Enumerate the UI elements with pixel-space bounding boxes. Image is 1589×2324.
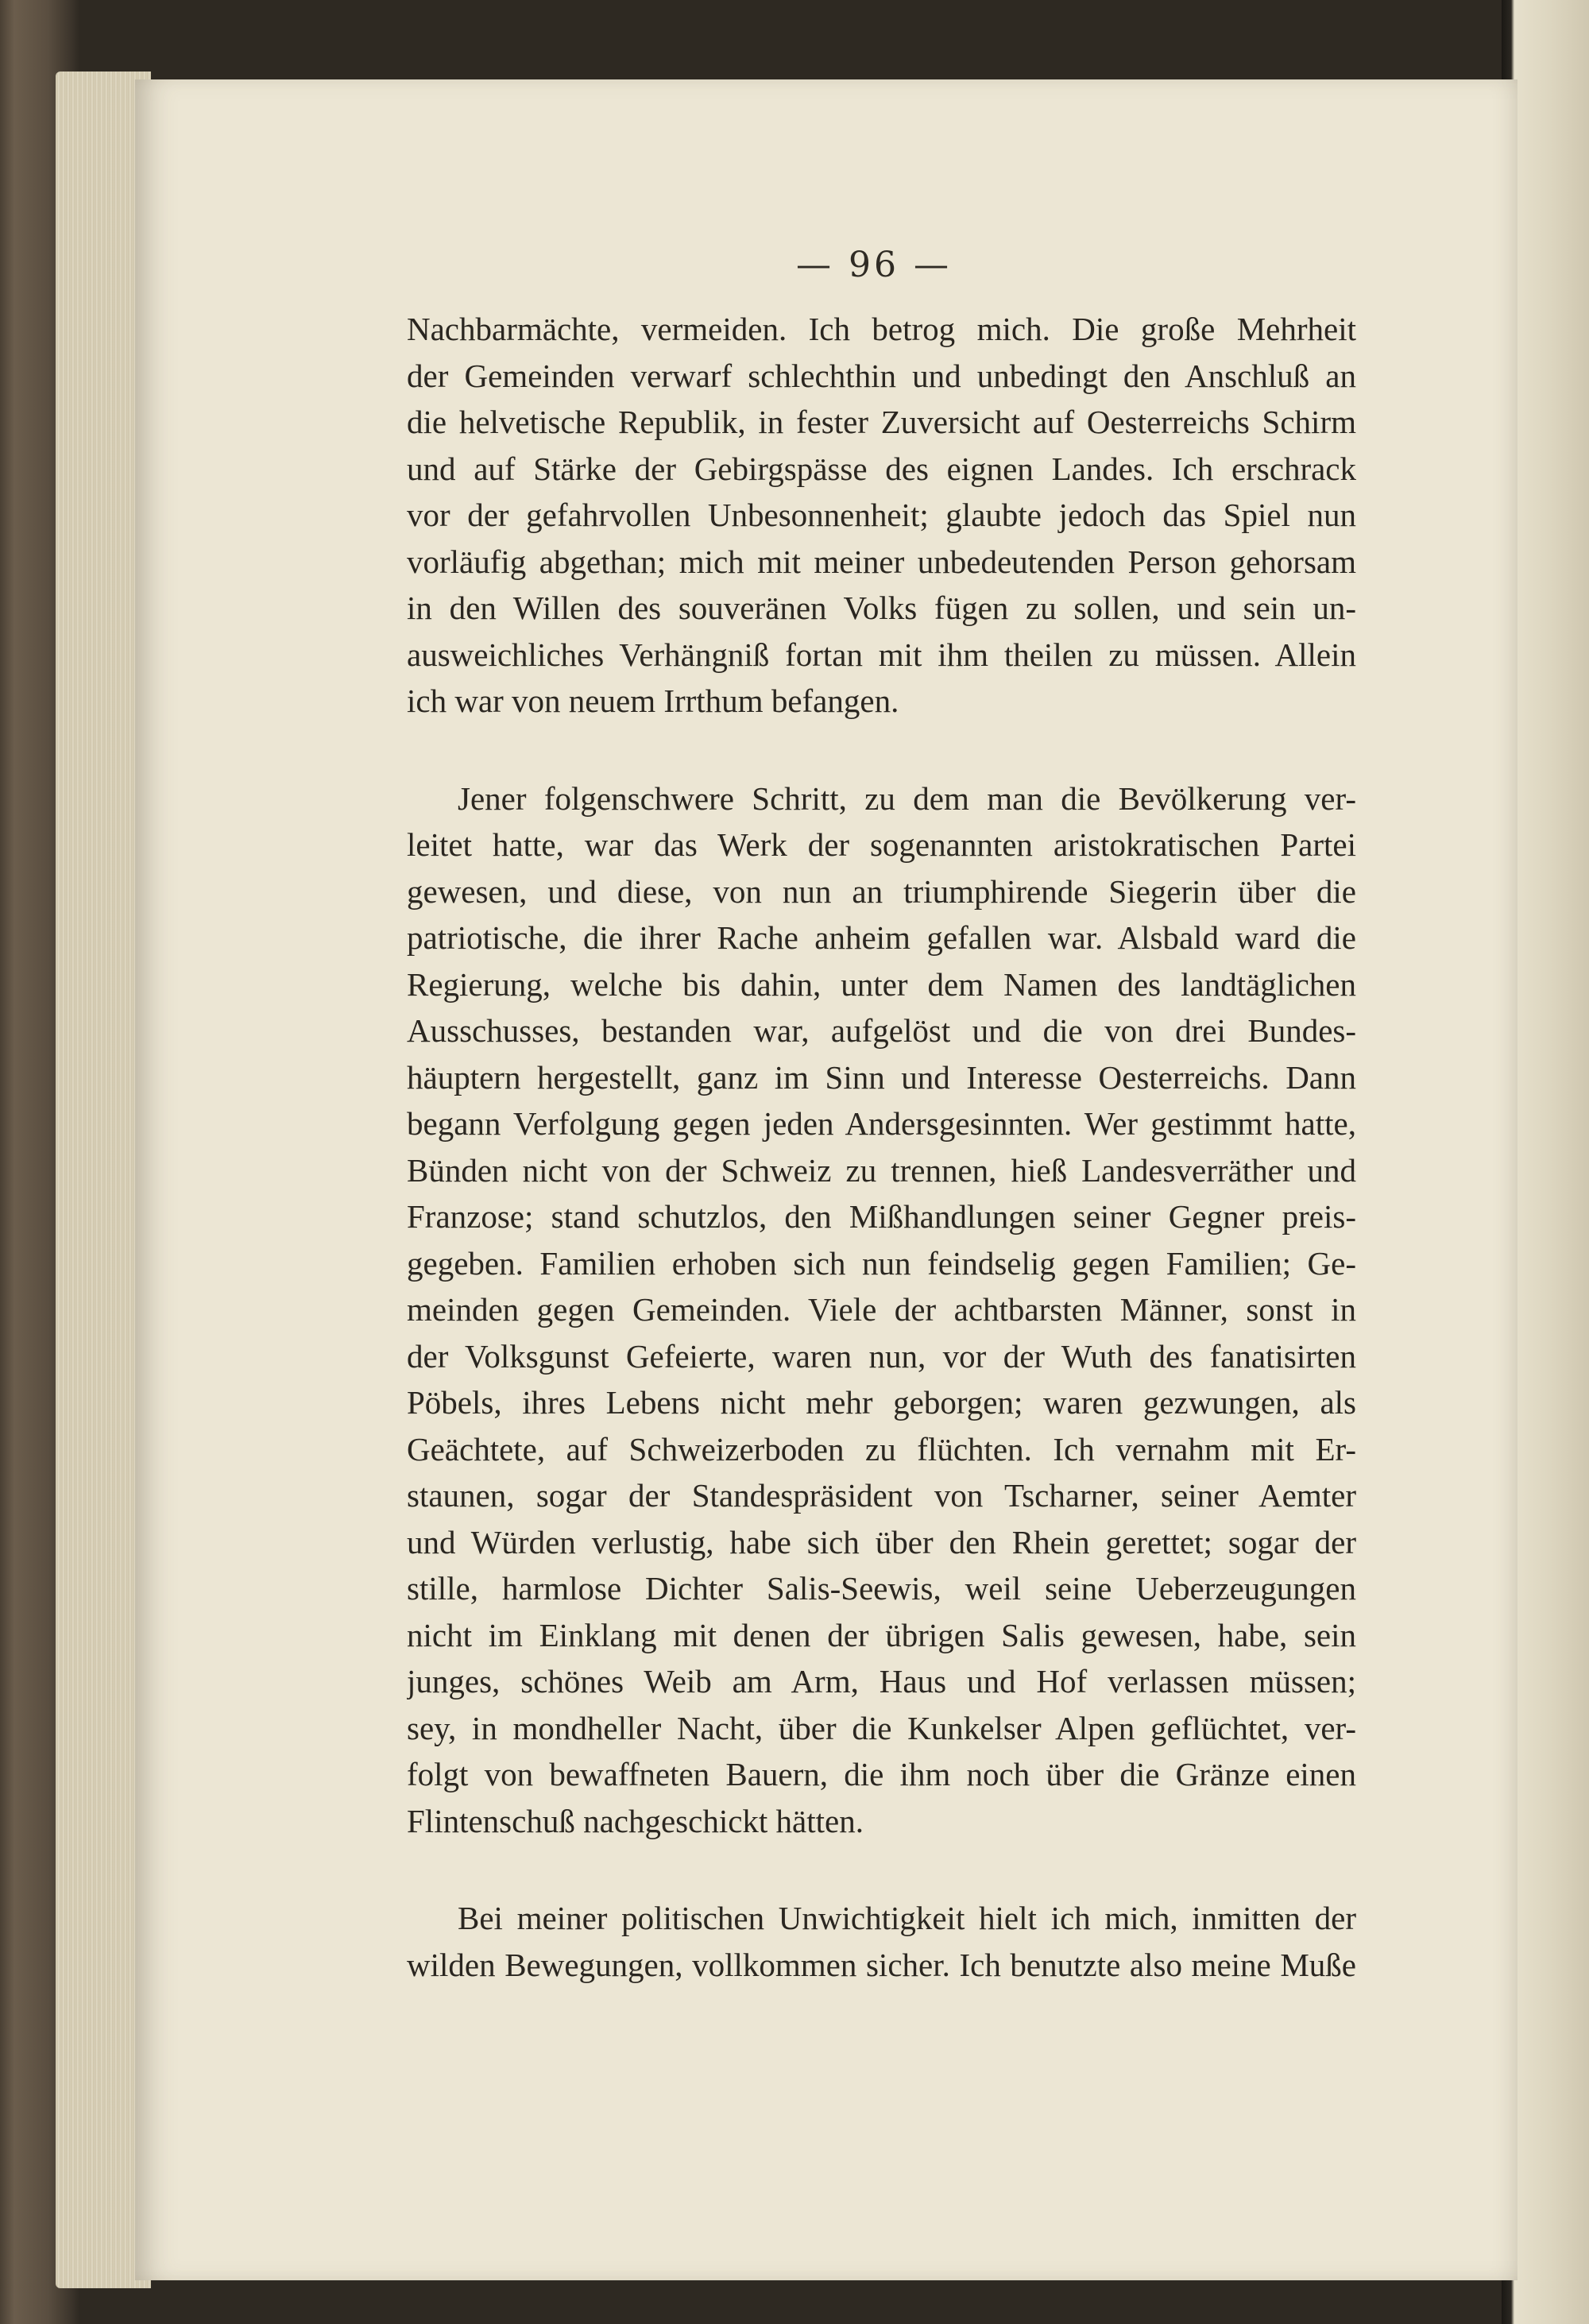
- text-line: wilden Bewegungen, vollkommen sicher. Ich benutzte also meine Muße: [407, 1946, 1356, 1983]
- text-line: ich war von neuem Irrthum befangen.: [407, 683, 899, 719]
- text-line: der Gemeinden verwarf schlechthin und unbedingt den Anschluß an: [407, 357, 1356, 394]
- text-line: Franzose; stand schutzlos, den Mißhandlungen seiner Gegner preis-: [407, 1198, 1356, 1235]
- text-line: gegeben. Familien erhoben sich nun feindselig gegen Familien; Ge-: [407, 1244, 1356, 1282]
- text-line: vor der gefahrvollen Unbesonnenheit; glaubte jedoch das Spiel nun: [407, 497, 1356, 533]
- text-line: leitet hatte, war das Werk der sogenannten aristokratischen Partei: [407, 826, 1356, 863]
- text-line: Regierung, welche bis dahin, unter dem Namen des landtäglichen: [407, 965, 1356, 1003]
- text-line: Pöbels, ihres Lebens nicht mehr geborgen; waren gezwungen, als: [407, 1384, 1356, 1421]
- text-line: der Volksgunst Gefeierte, waren nun, vor der Wuth des fanatisirten: [407, 1337, 1356, 1375]
- text-line: stille, harmlose Dichter Salis-Seewis, weil seine Ueberzeugungen: [407, 1570, 1356, 1607]
- text-line: Nachbarmächte, vermeiden. Ich betrog mich. Die große Mehrheit: [407, 311, 1356, 347]
- text-line: Geächtete, auf Schweizerboden zu flüchten. Ich vernahm mit Er-: [407, 1430, 1356, 1467]
- text-line: Bünden nicht von der Schweiz zu trennen, hieß Landesverräther und: [407, 1151, 1356, 1189]
- text-line: junges, schönes Weib am Arm, Haus und Hof verlassen müssen;: [407, 1663, 1356, 1699]
- text-line: Bei meiner politischen Unwichtigkeit hielt ich mich, inmitten der: [458, 1900, 1356, 1936]
- text-line: und auf Stärke der Gebirgspässe des eignen Landes. Ich erschrack: [407, 450, 1356, 487]
- text-line: vorläufig abgethan; mich mit meiner unbedeutenden Person gehorsam: [407, 543, 1356, 580]
- text-line: folgt von bewaffneten Bauern, die ihm noch über die Gränze einen: [407, 1756, 1356, 1792]
- text-line: in den Willen des souveränen Volks fügen zu sollen, und sein un-: [407, 590, 1356, 626]
- text-line: Jener folgenschwere Schritt, zu dem man die Bevölkerung ver-: [458, 779, 1356, 817]
- text-line: ausweichliches Verhängniß fortan mit ihm theilen zu müssen. Allein: [407, 636, 1356, 673]
- text-line: Flintenschuß nachgeschickt hätten.: [407, 1802, 864, 1839]
- text-line: begann Verfolgung gegen jeden Andersgesinnten. Wer gestimmt hatte,: [407, 1105, 1356, 1142]
- body-text: [407, 306, 1356, 1988]
- text-line: nicht im Einklang mit denen der übrigen Salis gewesen, habe, sein: [407, 1616, 1356, 1653]
- paragraph-2: [407, 775, 1356, 1845]
- text-line: meinden gegen Gemeinden. Viele der achtbarsten Männer, sonst in: [407, 1291, 1356, 1328]
- text-line: Ausschusses, bestanden war, aufgelöst und die von drei Bundes-: [407, 1012, 1356, 1049]
- text-line: und Würden verlustig, habe sich über den Rhein gerettet; sogar der: [407, 1523, 1356, 1560]
- paragraph-3: [407, 1895, 1356, 1988]
- text-line: sey, in mondheller Nacht, über die Kunkelser Alpen geflüchtet, ver-: [407, 1709, 1356, 1746]
- paragraph-1: [407, 306, 1356, 725]
- page-number: — 96 —: [796, 245, 952, 285]
- text-line: patriotische, die ihrer Rache anheim gefallen war. Alsbald ward die: [407, 919, 1356, 956]
- text-line: häuptern hergestellt, ganz im Sinn und Interesse Oesterreichs. Dann: [407, 1058, 1356, 1096]
- text-line: die helvetische Republik, in fester Zuversicht auf Oesterreichs Schirm: [407, 404, 1356, 440]
- text-line: staunen, sogar der Standespräsident von Tscharner, seiner Aemter: [407, 1477, 1356, 1514]
- text-line: gewesen, und diese, von nun an triumphirende Siegerin über die: [407, 872, 1356, 910]
